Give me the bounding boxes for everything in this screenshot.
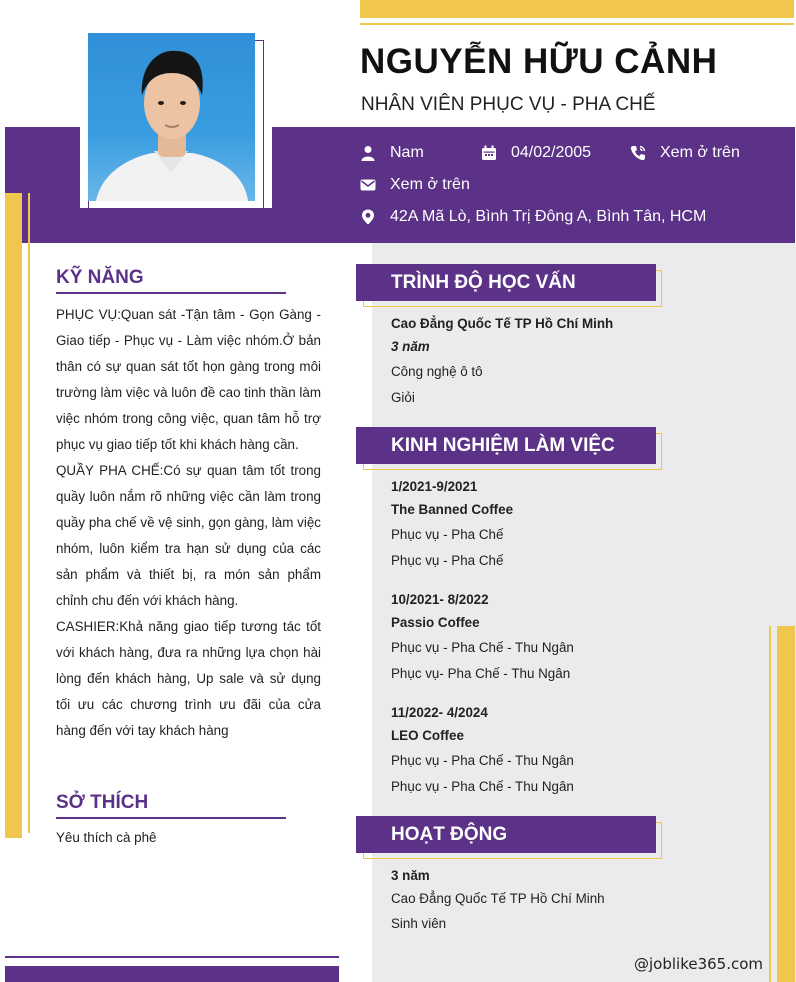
education-title: TRÌNH ĐỘ HỌC VẤN [356, 264, 656, 301]
skill-bar: QUẦY PHA CHẾ:Có sự quan tâm tốt trong quầy luôn nắm rõ những việc cần làm trong quầy pha chế về vệ sinh, gọn gàng, làm việc nhóm, luôn kiểm tra hạn sử dụng của các sản phẩm và thiết bị, ra món sản phẩm chỉnh chu đến với khách hàng. [56, 463, 321, 608]
bottom-purple-bar [5, 966, 339, 982]
avatar-illustration [88, 33, 255, 201]
job-title: NHÂN VIÊN PHỤC VỤ - PHA CHẾ [361, 94, 656, 115]
skill-serving: PHỤC VỤ:Quan sát -Tận tâm - Gọn Gàng - Giao tiếp - Phục vụ - Làm việc nhóm.Ở bản thân có sự quan sát tốt họn gàng trong môi trường làm việc và luôn đề cao tinh thần làm việc nhóm trong công việc, quan tâm hỗ trợ phục vụ giao tiếp tốt khi khách hàng cần. [56, 307, 321, 452]
avatar [88, 33, 255, 201]
right-yellow-bar [777, 626, 795, 982]
hobbies-rule [56, 817, 286, 819]
job-3-company: LEO Coffee [391, 728, 464, 743]
bottom-purple-line [5, 956, 339, 958]
hobbies-title: SỞ THÍCH [56, 792, 149, 813]
envelope-icon [360, 177, 376, 193]
candidate-name: NGUYỄN HỮU CẢNH [360, 42, 718, 81]
skills-title: KỸ NĂNG [56, 267, 144, 288]
education-grade: Giỏi [391, 390, 415, 405]
contact-gender [360, 144, 424, 162]
left-yellow-bar [5, 193, 22, 838]
education-major: Công nghệ ô tô [391, 364, 483, 379]
phone-text: Xem ở trên [660, 144, 740, 161]
skills-rule [56, 292, 286, 294]
job-2-period: 10/2021- 8/2022 [391, 592, 489, 607]
top-yellow-bar [360, 0, 794, 18]
gender-text: Nam [390, 144, 424, 161]
job-2-company: Passio Coffee [391, 615, 480, 630]
job-2-role: Phục vụ - Pha Chế - Thu Ngân [391, 640, 574, 655]
job-3-period: 11/2022- 4/2024 [391, 705, 488, 720]
contact-email [360, 176, 470, 194]
experience-title: KINH NGHIỆM LÀM VIỆC [356, 427, 656, 464]
activities-organization: Cao Đẳng Quốc Tế TP Hồ Chí Minh [391, 891, 605, 906]
email-text: Xem ở trên [390, 176, 470, 193]
job-3-detail: Phục vụ - Pha Chế - Thu Ngân [391, 779, 574, 794]
activities-title: HOẠT ĐỘNG [356, 816, 656, 853]
skill-cashier: CASHIER:Khả năng giao tiếp tương tác tốt với khách hàng, đưa ra những lựa chọn hài lòng đến khách hàng, Up sale và sử dụng tối ưu các chương trình ưu đãi của cửa hàng đến với tay khách hàng [56, 619, 321, 738]
contact-address [360, 208, 706, 226]
education-school: Cao Đẳng Quốc Tế TP Hồ Chí Minh [391, 316, 614, 331]
address-text: 42A Mã Lò, Bình Trị Đông A, Bình Tân, HCM [390, 208, 707, 225]
job-1-period: 1/2021-9/2021 [391, 479, 478, 494]
contact-birthdate [481, 144, 591, 162]
job-1-company: The Banned Coffee [391, 502, 514, 517]
phone-icon [630, 145, 646, 161]
skills-text [56, 302, 321, 744]
education-duration: 3 năm [391, 339, 430, 354]
job-3-role: Phục vụ - Pha Chế - Thu Ngân [391, 753, 574, 768]
left-yellow-line [28, 193, 30, 833]
map-pin-icon [360, 209, 376, 225]
activities-role: Sinh viên [391, 916, 447, 931]
birthdate-text: 04/02/2005 [511, 144, 592, 161]
job-1-detail: Phục vụ - Pha Chế [391, 553, 504, 568]
right-panel [372, 243, 796, 982]
job-2-detail: Phục vụ- Pha Chế - Thu Ngân [391, 666, 571, 681]
footer-brand: @joblike365.com [634, 955, 764, 973]
hobbies-text: Yêu thích cà phê [56, 830, 157, 845]
top-yellow-line [360, 23, 794, 25]
activities-duration: 3 năm [391, 868, 430, 883]
user-icon [360, 145, 376, 161]
contact-phone [630, 144, 740, 162]
right-yellow-line [769, 626, 771, 982]
job-1-role: Phục vụ - Pha Chế [391, 527, 504, 542]
calendar-icon [481, 145, 497, 161]
